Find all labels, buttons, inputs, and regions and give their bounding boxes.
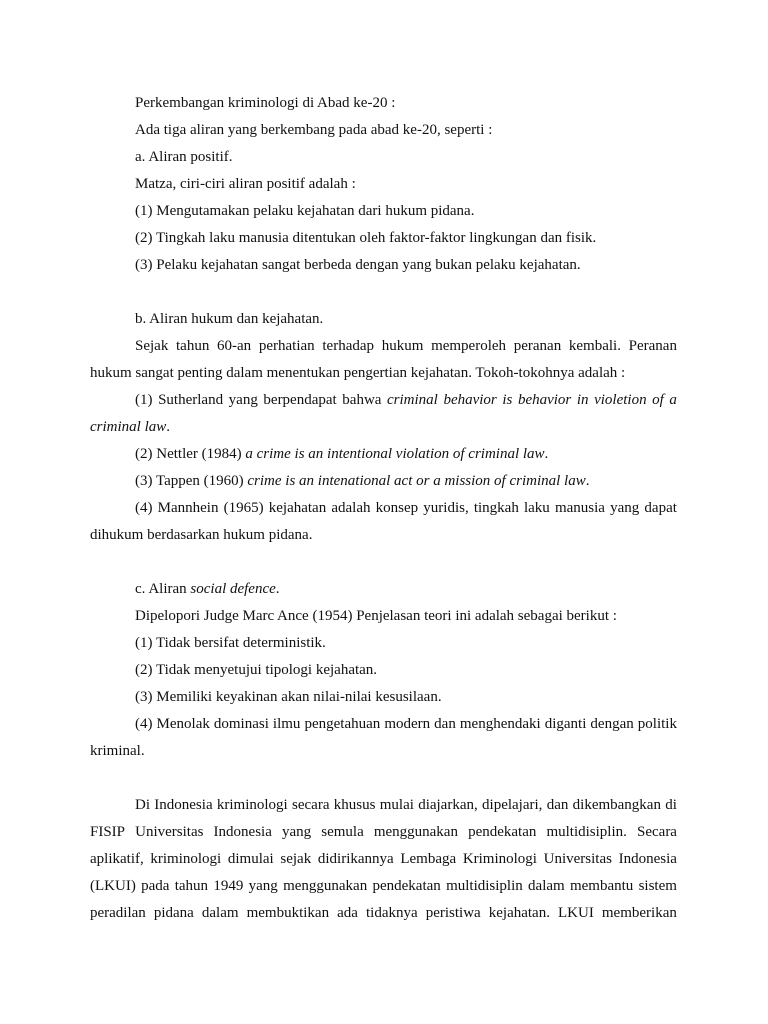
word: behavior bbox=[443, 392, 497, 408]
word: ilmu bbox=[272, 716, 301, 732]
closing-line-2 bbox=[90, 823, 677, 841]
section-b-item-2: (2) Nettler (1984) a crime is an intentional violation of criminal law. bbox=[135, 446, 549, 462]
word: secara bbox=[292, 797, 330, 813]
word: Sutherland bbox=[158, 392, 224, 408]
section-c-lead: Dipelopori Judge Marc Ance (1954) Penjelasan teori ini adalah sebagai berikut : bbox=[135, 608, 617, 624]
word: Kriminologi bbox=[462, 851, 537, 867]
word: perhatian bbox=[258, 338, 315, 354]
word: behavior bbox=[517, 392, 572, 408]
word: sistem bbox=[638, 878, 677, 894]
word: dan bbox=[434, 716, 456, 732]
word: tidaknya bbox=[366, 905, 418, 921]
word: (LKUI) bbox=[90, 878, 136, 894]
section-b-paragraph-line-2: hukum sangat penting dalam menentukan pengertian kejahatan. Tokoh-tokohnya adalah : bbox=[90, 365, 626, 381]
word: peranan bbox=[513, 338, 562, 354]
word: aplikatif, bbox=[90, 851, 144, 867]
word: dapat bbox=[644, 500, 677, 516]
word: ada bbox=[337, 905, 358, 921]
word: laku bbox=[523, 500, 550, 516]
word: kriminologi bbox=[216, 797, 288, 813]
word: (4) bbox=[135, 500, 153, 516]
word: kembali. bbox=[568, 338, 621, 354]
word: a bbox=[669, 392, 677, 408]
word: memberikan bbox=[601, 905, 677, 921]
word: Secara bbox=[637, 824, 677, 840]
section-a-item-3: (3) Pelaku kejahatan sangat berbeda dengan yang bukan pelaku kejahatan. bbox=[135, 257, 581, 273]
word: hukum bbox=[381, 338, 424, 354]
word: 60-an bbox=[217, 338, 252, 354]
word: pidana bbox=[153, 905, 194, 921]
word: diganti bbox=[544, 716, 587, 732]
section-c-item-4-line-2: kriminal. bbox=[90, 743, 145, 759]
word: Indonesia bbox=[618, 851, 677, 867]
word: diajarkan, bbox=[418, 797, 478, 813]
word: semula bbox=[321, 824, 364, 840]
word: mulai bbox=[379, 797, 414, 813]
word: kejahatan. bbox=[488, 905, 550, 921]
word: dalam bbox=[201, 905, 239, 921]
word: membantu bbox=[569, 878, 634, 894]
word: dikembangkan bbox=[572, 797, 661, 813]
word: dan bbox=[546, 797, 569, 813]
item-3-italic: crime is an intenational act or a mission of criminal law bbox=[247, 473, 586, 489]
item-2-italic: a crime is an intentional violation of criminal law bbox=[245, 446, 545, 462]
word: politik bbox=[637, 716, 677, 732]
word: pada bbox=[141, 878, 170, 894]
word: Di bbox=[135, 797, 150, 813]
section-c-title-prefix: c. Aliran bbox=[135, 581, 191, 597]
word: yang bbox=[281, 824, 312, 840]
word: pendekatan bbox=[372, 878, 441, 894]
word: khusus bbox=[333, 797, 376, 813]
closing-line-4 bbox=[90, 877, 677, 895]
word: Mannhein bbox=[157, 500, 219, 516]
word: memperoleh bbox=[431, 338, 507, 354]
word: kriminologi bbox=[150, 851, 222, 867]
section-a-title: a. Aliran positif. bbox=[135, 149, 233, 165]
word: menggunakan bbox=[283, 878, 368, 894]
word: Sejak bbox=[135, 338, 169, 354]
word: 1949 bbox=[213, 878, 244, 894]
item-3-prefix: (3) Tappen (1960) bbox=[135, 473, 248, 489]
word: (4) bbox=[135, 716, 153, 732]
word: membuktikan bbox=[246, 905, 330, 921]
word: tahun bbox=[174, 878, 209, 894]
section-b-item-1-line-1 bbox=[135, 391, 677, 409]
word: dengan bbox=[590, 716, 634, 732]
word: FISIP bbox=[90, 824, 126, 840]
word: is bbox=[502, 392, 513, 408]
closing-line-3 bbox=[90, 850, 677, 868]
word: yuridis, bbox=[423, 500, 469, 516]
section-b-item-1-line-2: criminal law. bbox=[90, 419, 171, 435]
word: terhadap bbox=[322, 338, 375, 354]
section-a-item-1: (1) Mengutamakan pelaku kejahatan dari hukum pidana. bbox=[135, 203, 475, 219]
word: (1965) bbox=[223, 500, 264, 516]
word: bahwa bbox=[342, 392, 382, 408]
word: pendekatan bbox=[468, 824, 537, 840]
word: dominasi bbox=[213, 716, 269, 732]
section-a-heading: Perkembangan kriminologi di Abad ke-20 : bbox=[135, 95, 396, 111]
word: kejahatan bbox=[268, 500, 327, 516]
item-2-prefix: (2) Nettler (1984) bbox=[135, 446, 246, 462]
word: Lembaga bbox=[400, 851, 457, 867]
word: peristiwa bbox=[425, 905, 481, 921]
word: yang bbox=[228, 392, 258, 408]
word: adalah bbox=[331, 500, 371, 516]
section-a-intro: Ada tiga aliran yang berkembang pada abad ke-20, seperti : bbox=[135, 122, 493, 138]
word: menghendaki bbox=[459, 716, 541, 732]
section-c-item-4-line-1 bbox=[135, 715, 677, 733]
word: di bbox=[665, 797, 677, 813]
word: konsep bbox=[375, 500, 419, 516]
word: didirikannya bbox=[317, 851, 394, 867]
word: of bbox=[652, 392, 664, 408]
word: violetion bbox=[594, 392, 647, 408]
word: Menolak bbox=[156, 716, 210, 732]
word: Universitas bbox=[543, 851, 612, 867]
word: sejak bbox=[280, 851, 312, 867]
word: (1) bbox=[135, 392, 153, 408]
word: yang bbox=[248, 878, 278, 894]
section-c-item-3: (3) Memiliki keyakinan akan nilai-nilai kesusilaan. bbox=[135, 689, 442, 705]
word: menggunakan bbox=[373, 824, 458, 840]
closing-line-5 bbox=[90, 904, 677, 922]
word: yang bbox=[610, 500, 640, 516]
word: dimulai bbox=[227, 851, 274, 867]
word: Indonesia bbox=[154, 797, 213, 813]
word: tahun bbox=[176, 338, 210, 354]
word: in bbox=[576, 392, 589, 408]
word: manusia bbox=[554, 500, 605, 516]
section-c-item-1: (1) Tidak bersifat deterministik. bbox=[135, 635, 326, 651]
section-b-item-4-line-1 bbox=[135, 499, 677, 517]
word: modern bbox=[384, 716, 431, 732]
word: dipelajari, bbox=[482, 797, 543, 813]
word: dalam bbox=[528, 878, 565, 894]
word: Indonesia bbox=[213, 824, 272, 840]
word: LKUI bbox=[558, 905, 594, 921]
closing-line-1 bbox=[135, 796, 677, 814]
section-b-paragraph-line-1 bbox=[135, 337, 677, 355]
word: Universitas bbox=[135, 824, 204, 840]
section-c-item-2: (2) Tidak menyetujui tipologi kejahatan. bbox=[135, 662, 378, 678]
word: peradilan bbox=[90, 905, 146, 921]
section-b-item-4-line-2: dihukum berdasarkan hukum pidana. bbox=[90, 527, 313, 543]
item-1-italic: criminal law bbox=[90, 419, 167, 435]
word: tingkah bbox=[473, 500, 519, 516]
word: Peranan bbox=[628, 338, 677, 354]
word: multidisiplin. bbox=[546, 824, 627, 840]
word: criminal bbox=[387, 392, 438, 408]
section-a-lead: Matza, ciri-ciri aliran positif adalah : bbox=[135, 176, 356, 192]
word: multidisiplin bbox=[446, 878, 523, 894]
section-a-item-2: (2) Tingkah laku manusia ditentukan oleh faktor-faktor lingkungan dan fisik. bbox=[135, 230, 597, 246]
section-b-item-3: (3) Tappen (1960) crime is an intenational act or a mission of criminal law. bbox=[135, 473, 590, 489]
section-c-title-italic: social defence bbox=[190, 581, 276, 597]
section-b-title: b. Aliran hukum dan kejahatan. bbox=[135, 311, 324, 327]
word: pengetahuan bbox=[304, 716, 381, 732]
word: berpendapat bbox=[263, 392, 337, 408]
section-c-title: c. Aliran social defence. bbox=[135, 581, 280, 597]
